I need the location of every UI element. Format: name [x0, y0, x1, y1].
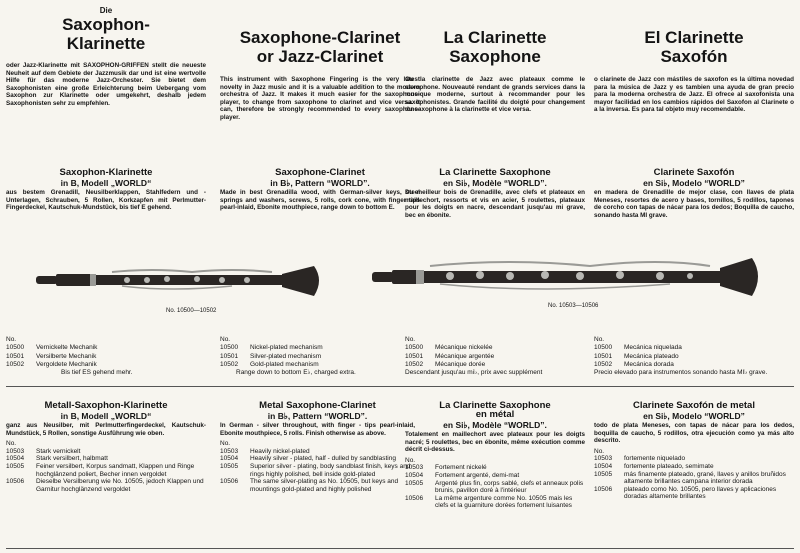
section-wood-spanish [594, 167, 794, 219]
mechanism-list-german [6, 336, 206, 377]
list-item: 10503 Fortement nickelé [405, 464, 487, 472]
mechanism-list-spanish [594, 336, 794, 377]
list-item: 10501 Silver-plated mechanism [220, 352, 322, 360]
list-item: 10505 Argenté plus fin, corps sablé, clefs et anneaux polis brunis, pavillon doré à l'intérieur [405, 479, 584, 495]
list-item: 10502 Mecánica dorada [594, 360, 674, 368]
list-item: 10506 Dieselbe Versilberung wie No. 10505, jedoch Klappen und Garnitur hochglänzend vergoldet [6, 478, 204, 493]
list-item: 10506 The same silver-plating as No. 10505, but keys and mountings gold-plated and highly polished [220, 478, 399, 493]
note: Precio elevado para instrumentos sonando hasta MI♭ grave. [594, 369, 768, 377]
column-german [6, 0, 206, 108]
subtitle: Metal Saxophone-Clarinet [259, 400, 376, 411]
column-english [220, 0, 420, 122]
no-label: No. [220, 336, 231, 343]
price-list: No. 10503 fortemente niquelado 10504 fortemente plateado, semimate 10505 más finamente plateado, grané, llaves y anillos bruñidos altamente brillantes campana interior dorada 10506 plateado como No. 10505, pero llaves y aplicaciones doradas altamente brillantes [594, 448, 794, 501]
price-list: No. 10503 Fortement nickelé 10504 Fortement argenté, demi-mat 10505 Argenté plus fin, corps sablé, clefs et anneaux polis brunis, pavillon doré à l'intérieur 10506 La même argenture comme No. 10505 mais les clefs et la guarniture dorées fortement luisantes [405, 456, 584, 510]
subtitle: La Clarinette Saxophone [439, 167, 551, 178]
mechanism-list-english [220, 336, 420, 377]
subtitle: Clarinete Saxofón [653, 167, 735, 178]
intro-german: oder Jazz-Klarinette mit SAXOPHON-GRIFFEN stellt die neueste Neuheit auf dem Gebiete der Jazzmusik dar und ist eine wertvolle Hilfe für das moderne Jazz-Orchester. Sie bietet dem Saxophonisten eine große Erleichterung beim Uebergang vom Saxophon zur Klarinette oder umgekehrt, deshalb jedem Saxophonisten sehr zu empfehlen. [6, 62, 206, 107]
subtitle-metal: en métal [475, 409, 515, 420]
no-label: No. [594, 336, 605, 343]
column-spanish [594, 0, 794, 114]
list-item: 10500 Mecánica niquelada [594, 344, 682, 352]
section-wood-english [220, 167, 420, 212]
note: Range down to bottom E♭, charged extra. [236, 369, 356, 377]
note: Descendant jusqu'au mi♭, prix avec supplément [405, 369, 543, 377]
divider-bottom [6, 548, 794, 549]
description: Totalement en maillechort avec plateaux pour les doigts nacré; 5 roulettes, bec en ébonite, même exécution comme décrit ci-dessus. [405, 431, 585, 454]
list-item: 10503 Stark vernickelt [6, 447, 81, 455]
model-line: in B♭, Pattern “WORLD”. [267, 411, 368, 421]
note: Bis tief ES gehend mehr. [61, 369, 133, 377]
list-item: 10503 Heavily nickel-plated [220, 447, 310, 455]
list-item: 10505 Feiner versilbert, Korpus sandmatt, Klappen und Ringe hochglänzend poliert, Becher innen vergoldet [6, 462, 195, 478]
intro-french: Ou la clarinette de Jazz avec plateaux comme le saxophone. Nouveauté rendant de grands services dans la musique moderne, surtout à recommander pour les saxophonistes. Grande facilité du doigté pour changement du saxophone à la clarinette et vice versa. [405, 76, 585, 114]
list-item: 10501 Versilberte Mechanik [6, 352, 97, 360]
subtitle: Clarinete Saxofón de metal [633, 400, 755, 411]
pre-title: Die [99, 6, 113, 15]
caption-left: No. 10500—10502 [166, 308, 217, 314]
list-item: 10500 Nickel-plated mechanism [220, 344, 323, 352]
description: Made in best Grenadilla wood, with German-silver keys, steel springs and washers, screws, 5 rolls, cork cone, with finger tips pearl-inlaid, Ebonite mouthpiece, range down to bottom E. [220, 189, 420, 212]
title-german: Saxophon- Klarinette [62, 15, 150, 53]
section-metal-german [6, 400, 206, 493]
model-line: in B, Modell „WORLD“ [60, 178, 152, 188]
description: Du meilleur bois de Grenadille, avec clefs et plateaux en maillechort, ressorts et vis en acier, 5 roulettes, plateaux pour les doigts en nacre, descendant jusqu'au mi grave, bec en ébonite. [405, 189, 585, 219]
model-line: in B♭, Pattern “WORLD”. [270, 178, 370, 188]
list-item: 10506 plateado como No. 10505, pero llaves y aplicaciones doradas altamente brillantes [594, 485, 777, 501]
section-wood-german [6, 167, 206, 212]
no-label: No. [6, 336, 17, 343]
list-item: 10503 fortemente niquelado [594, 455, 686, 463]
subtitle: Saxophone-Clarinet [275, 167, 365, 178]
description: ganz aus Neusilber, mit Perlmutterfingerdeckel, Kautschuk-Mundstück, 5 Rollen, sonstige Ausführung wie oben. [6, 422, 206, 437]
description: todo de plata Meneses, con tapas de nácar para los dedos, boquilla de caucho, 5 rodillos, otra ejecución como ya más alto descrito. [594, 422, 794, 445]
intro-spanish: o clarinete de Jazz con mástiles de saxofon es la última novedad para la música de Jazz y es tambien una ayuda de gran precio para la moderna orchestra de Jazz. El ofrece al saxofonista una mayor facilidad en los cambios rápidos del Saxofon al Clarinete o a la inversa. Es para tal objeto muy recomendable. [594, 76, 794, 114]
title-english: Saxophone-Clarinet or Jazz-Clarinet [239, 28, 401, 66]
price-list: No. 10503 Stark vernickelt 10504 Stark versilbert, halbmatt 10505 Feiner versilbert, Korpus sandmatt, Klappen und Ringe hochglänzend poliert, Becher innen vergoldet 10506 Dieselbe Versilberung wie No. 10505, jedoch Klappen und Garnitur hochglänzend vergoldet [6, 440, 206, 493]
description: en madera de Grenadille de mejor clase, con llaves de plata Meneses, resortes de acero y bases, tornillos, 5 rodillos, tapones de corcho con tapas de nácar para los dedos; Boquilla de caucho, sonando hasta MI grave. [594, 189, 794, 219]
list-item: 10505 Superior silver - plating, body sandblast finish, keys and rings highly polished, bell inside gold-plated [220, 462, 411, 478]
list-item: 10506 La même argenture comme No. 10505 mais les clefs et la guarniture dorées fortement luisantes [405, 494, 573, 510]
list-item: 10501 Mecánica plateado [594, 352, 679, 360]
mechanism-list-french [405, 336, 585, 377]
clarinet-illustration-right [370, 254, 766, 302]
list-item: 10502 Vergoldete Mechanik [6, 360, 97, 368]
title-spanish: El Clarinette Saxofón [644, 28, 744, 66]
list-item: 10501 Mécanique argentée [405, 352, 495, 360]
list-item: 10504 fortemente plateado, semimate [594, 462, 714, 470]
no-label: No. [405, 336, 416, 343]
caption-right: No. 10503—10506 [548, 303, 599, 309]
list-item: 10504 Heavily silver - plated, half - dulled by sandblasting [220, 455, 396, 463]
list-item: 10500 Mécanique nickelée [405, 344, 493, 352]
model-line: in B, Modell „WORLD“ [60, 411, 152, 421]
list-item: 10502 Mécanique dorée [405, 360, 486, 368]
intro-english: This instrument with Saxophone Fingering is the very latest novelty in Jazz music and it is a valuable addition to the modern orchestra of Jazz. It makes it much easier for the saxophone-player, to change from saxophone to clarinet and vice versa. It can, therefore be strongly recommended to every saxophone-player. [220, 76, 420, 121]
list-item: 10504 Fortement argenté, demi-mat [405, 471, 520, 479]
subtitle: La Clarinette Saxophone [439, 400, 551, 411]
description: aus bestem Grenadill, Neusilberklappen, Stahlfedern und -Unterlagen, Schrauben, 5 Rollen, Korkzapfen mit Perlmutter-Fingerdeckel, Kautschuk-Mundstück, bis tief E gehend. [6, 189, 206, 212]
clarinet-illustration-left [32, 262, 332, 304]
section-metal-spanish [594, 400, 794, 501]
title-french: La Clarinette Saxophone [443, 28, 547, 66]
section-metal-french [405, 400, 585, 510]
model-line: en Si♭, Modelo “WORLD” [643, 178, 745, 188]
subtitle: Metall-Saxophon-Klarinette [44, 400, 168, 411]
price-list: No. 10503 Heavily nickel-plated 10504 Heavily silver - plated, half - dulled by sandblasting 10505 Superior silver - plating, body sandblast finish, keys and rings highly polished, bell inside gold-plated 10506 The same silver-plating as No. 10505, but keys and mountings gold-plated and highly polished [220, 440, 415, 493]
list-item: 10505 más finamente plateado, grané, llaves y anillos bruñidos altamente brillantes campana interior dorada [594, 470, 786, 486]
column-french [405, 0, 585, 114]
subtitle: Saxophon-Klarinette [59, 167, 153, 178]
divider-middle [6, 386, 794, 387]
model-line: en Si♭, Modelo “WORLD” [643, 411, 745, 421]
section-metal-english [220, 400, 415, 493]
model-line: en Si♭, Modèle “WORLD”. [443, 178, 547, 188]
list-item: 10502 Gold-plated mechanism [220, 360, 319, 368]
section-wood-french [405, 167, 585, 219]
list-item: 10500 Vernickelte Mechanik [6, 344, 98, 352]
description: In German - silver throughout, with finger - tips pearl-inlaid, Ebonite mouthpiece, 5 rolls. Finish otherwise as above. [220, 422, 415, 437]
list-item: 10504 Stark versilbert, halbmatt [6, 455, 108, 463]
model-line: en Si♭, Modèle “WORLD”. [443, 420, 547, 430]
